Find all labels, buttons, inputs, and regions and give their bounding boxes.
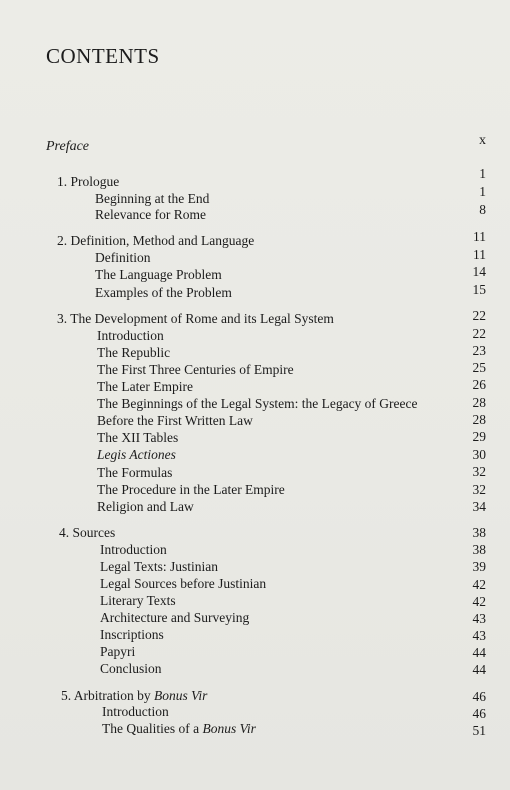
section-page-number: 28 <box>472 412 486 427</box>
preface-label: Preface <box>46 139 90 154</box>
section-page-number: 23 <box>472 343 486 358</box>
section-title: Before the First Written Law <box>97 413 253 428</box>
section-title: Examples of the Problem <box>95 285 232 300</box>
section-title: Papyri <box>100 644 136 659</box>
section-page-number: 32 <box>472 482 486 497</box>
section-page-number: 11 <box>473 247 486 262</box>
chapter-page-number: 38 <box>472 525 486 540</box>
section-title: Introduction <box>102 704 169 719</box>
section-page-number: 25 <box>472 360 486 375</box>
section-page-number: 15 <box>472 282 486 297</box>
chapter-title: 1. Prologue <box>57 174 120 189</box>
section-page-number: 1 <box>479 184 486 199</box>
section-page-number: 38 <box>472 542 486 557</box>
section-page-number: 29 <box>472 429 486 444</box>
preface-page-number: x <box>479 133 486 148</box>
section-title: Inscriptions <box>100 627 164 642</box>
section-page-number: 34 <box>472 499 486 514</box>
section-page-number: 42 <box>472 594 486 609</box>
chapter-title: 5. Arbitration by Bonus Vir <box>61 688 208 703</box>
section-title: The First Three Centuries of Empire <box>97 362 294 377</box>
section-title: Literary Texts <box>100 593 176 608</box>
section-page-number: 28 <box>472 395 486 410</box>
section-title: The Formulas <box>97 465 173 480</box>
chapter-page-number: 11 <box>473 229 486 244</box>
section-page-number: 42 <box>472 577 486 592</box>
chapter-page-number: 1 <box>479 166 486 181</box>
section-page-number: 46 <box>472 706 486 721</box>
section-page-number: 44 <box>472 662 486 677</box>
chapter-page-number: 22 <box>472 308 486 323</box>
section-title: The Beginnings of the Legal System: the Legacy of Greece <box>97 396 418 411</box>
section-title: The Language Problem <box>95 267 222 282</box>
section-page-number: 32 <box>472 464 486 479</box>
section-page-number: 39 <box>472 559 486 574</box>
section-title: The Later Empire <box>97 379 193 394</box>
chapter-title: 4. Sources <box>59 525 116 540</box>
section-title: Introduction <box>97 328 164 343</box>
section-page-number: 22 <box>472 326 486 341</box>
section-title: Architecture and Surveying <box>100 610 250 625</box>
section-page-number: 30 <box>472 447 486 462</box>
section-page-number: 26 <box>472 377 486 392</box>
section-title: Religion and Law <box>97 499 194 514</box>
section-page-number: 8 <box>479 202 486 217</box>
section-title: Conclusion <box>100 661 162 676</box>
section-title: Definition <box>95 250 151 265</box>
chapter-page-number: 46 <box>472 689 486 704</box>
section-page-number: 14 <box>472 264 486 279</box>
section-title: Legis Actiones <box>97 447 176 462</box>
section-page-number: 51 <box>472 723 486 738</box>
section-title: Legal Sources before Justinian <box>100 576 267 591</box>
section-title: Legal Texts: Justinian <box>100 559 219 574</box>
section-title: Beginning at the End <box>95 191 210 206</box>
chapter-title: 3. The Development of Rome and its Legal System <box>57 311 334 326</box>
section-page-number: 44 <box>472 645 486 660</box>
section-title: Introduction <box>100 542 167 557</box>
section-page-number: 43 <box>472 628 486 643</box>
section-title: The Qualities of a Bonus Vir <box>102 721 256 736</box>
section-page-number: 43 <box>472 611 486 626</box>
section-title: Relevance for Rome <box>95 207 206 222</box>
section-title: The XII Tables <box>97 430 179 445</box>
section-title: The Procedure in the Later Empire <box>97 482 285 497</box>
page-title: CONTENTS <box>46 44 160 68</box>
chapter-title: 2. Definition, Method and Language <box>57 233 255 248</box>
section-title: The Republic <box>97 345 171 360</box>
